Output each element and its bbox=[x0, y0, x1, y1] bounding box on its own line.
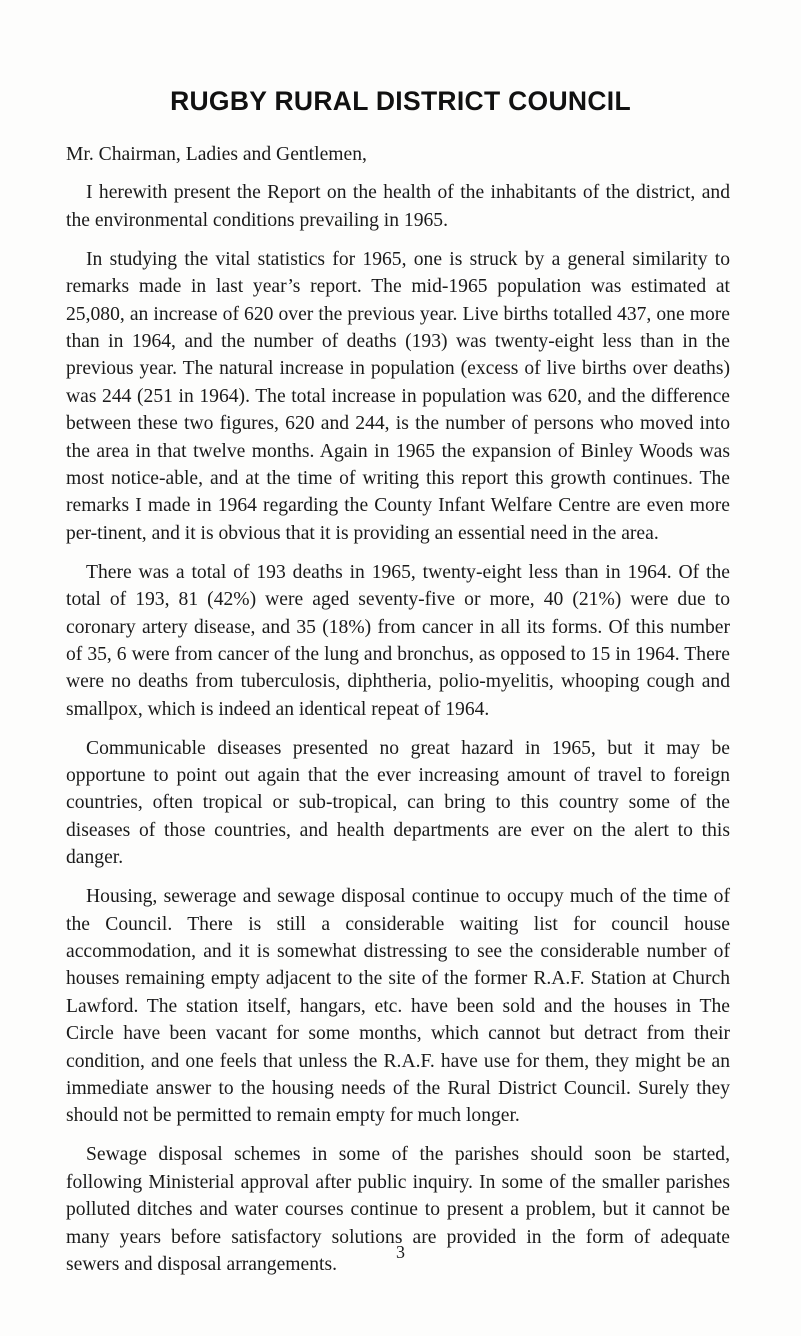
paragraph-housing: Housing, sewerage and sewage disposal continue to occupy much of the time of the Council. There is still a considerable waiting list for council house accommodation, and it is somewhat distressing to see the considerable number of houses remaining empty adjacent to the site of the former R.A.F. Station at Church Lawford. The station itself, hangars, etc. have been sold and the houses in The Circle have been vacant for some months, which cannot but detract from their condition, and one feels that unless the R.A.F. have use for them, they might be an immediate answer to the housing needs of the Rural District Council. Surely they should not be permitted to remain empty for much longer. bbox=[66, 886, 730, 1127]
letter-body bbox=[66, 141, 730, 1290]
paragraph-vital-statistics: In studying the vital statistics for 1965, one is struck by a general similarity to remarks made in last year’s report. The mid-1965 population was estimated at 25,080, an increase of 620 over the previous year. Live births totalled 437, one more than in 1964, and the number of deaths (193) was twenty-eight less than in the previous year. The natural increase in population (excess of live births over deaths) was 244 (251 in 1964). The total increase in population was 620, and the difference between these two figures, 620 and 244, is the number of persons who moved into the area in that twelve months. Again in 1965 the expansion of Binley Woods was most notice-able, and at the time of writing this report this growth continues. The remarks I made in 1964 regarding the County Infant Welfare Centre are even more per-tinent, and it is obvious that it is providing an essential need in the area. bbox=[66, 248, 730, 544]
paragraph-deaths: There was a total of 193 deaths in 1965, twenty-eight less than in 1964. Of the total of 193, 81 (42%) were aged seventy-five or more, 40 (21%) were due to coronary artery disease, and 35 (18%) from cancer in all its forms. Of this number of 35, 6 were from cancer of the lung and bronchus, as opposed to 15 in 1964. There were no deaths from tuberculosis, diphtheria, polio-myelitis, whooping cough and smallpox, which is indeed an identical repeat of 1964. bbox=[66, 561, 730, 720]
salutation: Mr. Chairman, Ladies and Gentlemen, bbox=[66, 144, 367, 165]
paragraph-introduction: I herewith present the Report on the health of the inhabitants of the district, and the environmental conditions prevailing in 1965. bbox=[66, 182, 730, 231]
page-number: 3 bbox=[396, 1242, 405, 1262]
paragraph-sewage-disposal: Sewage disposal schemes in some of the parishes should soon be started, following Ministerial approval after public inquiry. In some of the smaller parishes polluted ditches and water courses continue to present a problem, but it cannot be many years before satisfactory solutions are provided in the form of adequate sewers and disposal arrangements. bbox=[66, 1144, 730, 1275]
paragraph-communicable-diseases: Communicable diseases presented no great hazard in 1965, but it may be opportune to point out again that the ever increasing amount of travel to foreign countries, often tropical or sub-tropical, can bring to this country some of the diseases of those countries, and health departments are ever on the alert to this danger. bbox=[66, 737, 730, 869]
page-title: RUGBY RURAL DISTRICT COUNCIL bbox=[170, 86, 631, 116]
